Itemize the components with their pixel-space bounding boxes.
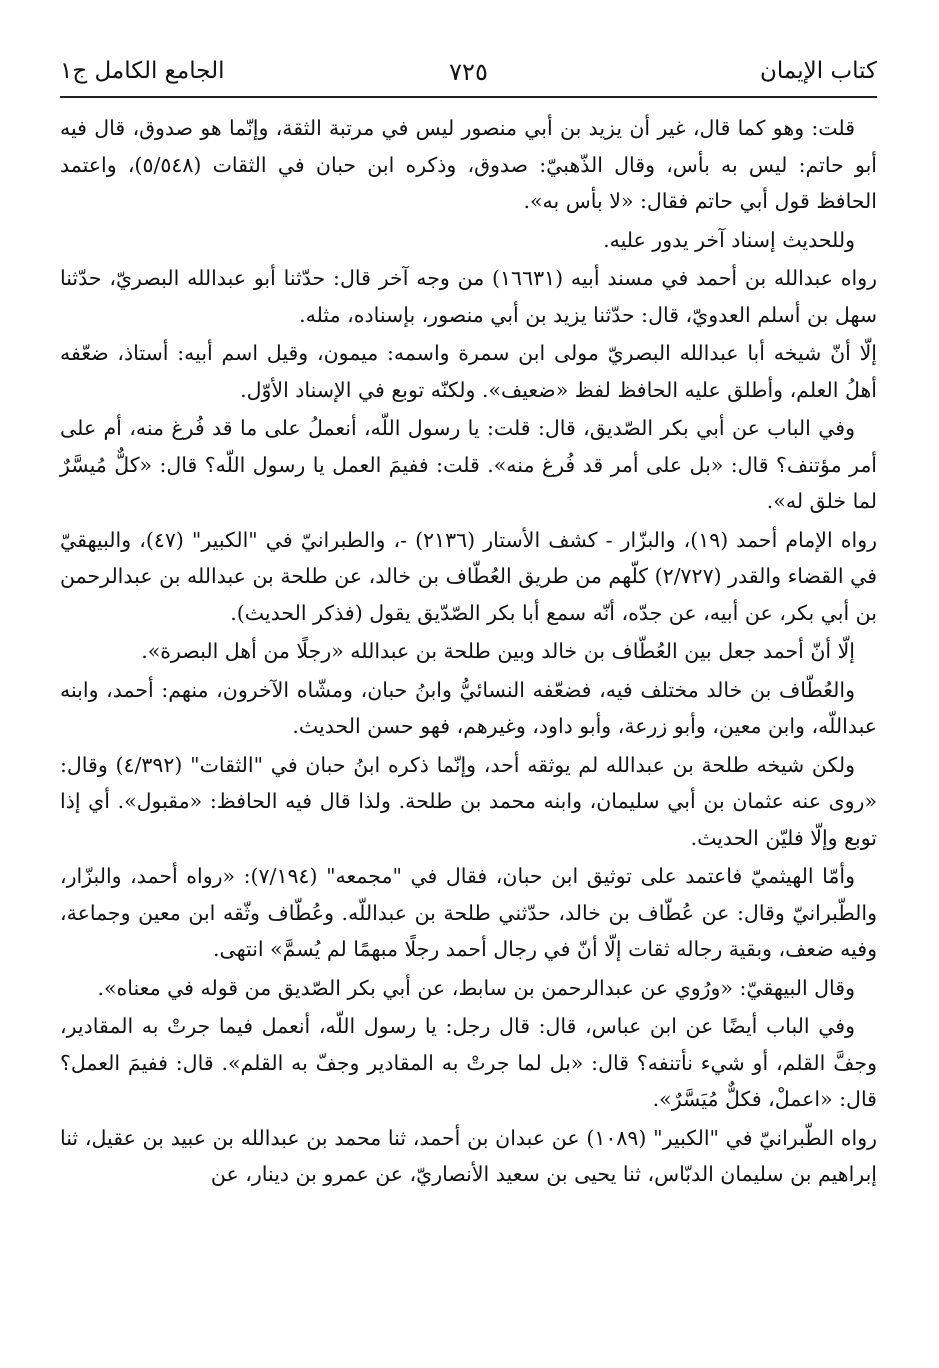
paragraph: رواه عبدالله بن أحمد في مسند أبيه (١٦٦٣١) من وجه آخر قال: حدّثنا أبو عبدالله البصريّ، حدّثنا سهل بن أسلم العدويّ، قال: حدّثنا يزيد بن أبي منصور، بإسناده، مثله. — [60, 266, 878, 327]
paragraph: إلّا أنّ شيخه أبا عبدالله البصريّ مولى ابن سمرة واسمه: ميمون، وقيل اسم أبيه: أستاذ، ضعّفه أهلُ العلم، وأطلق عليه الحافظ لفظ «ضعيف». ولكنّه توبع في الإسناد الأوّل. — [60, 341, 877, 402]
header-rule — [60, 96, 877, 98]
paragraph: رواه الإمام أحمد (١٩)، والبزّار - كشف الأستار (٢١٣٦) -، والطبرانيّ في "الكبير" (٤٧)، والبيهقيّ في القضاء والقدر (٢/٧٢٧) كلّهم من طريق العُطّاف بن خالد، عن طلحة بن عبدالله بن عبدالرحمن بن أبي بكر، عن أبيه، عن جدّه، أنّه سمع أبا بكر الصّدّيق يقول (فذكر الحديث). — [60, 527, 877, 625]
page-number: ٧٢٥ — [449, 58, 488, 86]
paragraph: وفي الباب عن أبي بكر الصّديق، قال: قلت: يا رسول اللّه، أنعملُ على ما قد فُرغ منه، أم على أمر مؤتنف؟ قال: «بل على أمر قد فُرغ منه». قلت: ففيمَ العمل يا رسول اللّه؟ قال: «كلٌّ مُيسَّرٌ لما خلق له». — [60, 416, 877, 513]
paragraph: رواه الطّبرانيّ في "الكبير" (١٠٨٩) عن عبدان بن أحمد، ثنا محمد بن عبدالله بن عبيد بن عقيل، ثنا إبراهيم بن سليمان الدبّاس، ثنا يحيى بن سعيد الأنصاريّ، عن عمرو بن دينار، عن — [60, 1125, 878, 1186]
book-title: الجامع الكامل ج١ — [60, 58, 225, 84]
paragraph: إلّا أنّ أحمد جعل بين العُطّاف بن خالد وبين طلحة بن عبدالله «رجلًا من أهل البصرة». — [141, 639, 855, 663]
paragraph: وفي الباب أيضًا عن ابن عباس، قال: قال رجل: يا رسول اللّه، أنعمل فيما جرتْ به المقادير، وجفَّ القلم، أو شيء نأتنفه؟ قال: «بل لما جرتْ به المقادير وجفّ به القلم». قال: ففيمَ العمل؟ قال: «اعملْ، فكلٌّ مُيَسَّرٌ». — [60, 1014, 877, 1111]
page-body — [60, 110, 877, 1193]
paragraph: وقال البيهقيّ: «ورُوي عن عبدالرحمن بن سابط، عن أبي بكر الصّديق من قوله في معناه». — [97, 975, 855, 1000]
paragraph: وأمّا الهيثميّ فاعتمد على توثيق ابن حبان، فقال في "مجمعه" (٧/١٩٤): «رواه أحمد، والبزّار، والطّبرانيّ وقال: عن عُطّاف بن خالد، حدّثني طلحة بن عبداللّه. وعُطّاف وثّقه ابن معين وجماعة، وفيه ضعف، وبقية رجاله ثقات إلّا أنّ في رجال أحمد رجلًا مبهمًا لم يُسمَّ» انتهى. — [60, 864, 877, 961]
chapter-title: كتاب الإيمان — [760, 58, 877, 84]
page-header — [60, 52, 877, 96]
paragraph: ولكن شيخه طلحة بن عبدالله لم يوثقه أحد، وإنّما ذكره ابنُ حبان في "الثقات" (٤/٣٩٢) وقال: «روى عنه عثمان بن أبي سليمان، وابنه محمد بن طلحة. ولذا قال فيه الحافظ: «مقبول». أي إذا توبع وإلّا فليّن الحديث. — [60, 752, 877, 850]
paragraph: والعُطّاف بن خالد مختلف فيه، فضعّفه النسائيُّ وابنُ حبان، ومشّاه الآخرون، منهم: أحمد، وابنه عبداللّه، وابن معين، وأبو زرعة، وأبو داود، وغيرهم، فهو حسن الحديث. — [60, 677, 877, 738]
paragraph: قلت: وهو كما قال، غير أن يزيد بن أبي منصور ليس في مرتبة الثقة، وإنّما هو صدوق، قال فيه أبو حاتم: ليس به بأس، وقال الذّهبيّ: صدوق، وذكره ابن حبان في الثقات (٥/٥٤٨)، واعتمد الحافظ قول أبي حاتم فقال: «لا بأس به». — [60, 116, 877, 213]
paragraph: وللحديث إسناد آخر يدور عليه. — [603, 227, 855, 252]
